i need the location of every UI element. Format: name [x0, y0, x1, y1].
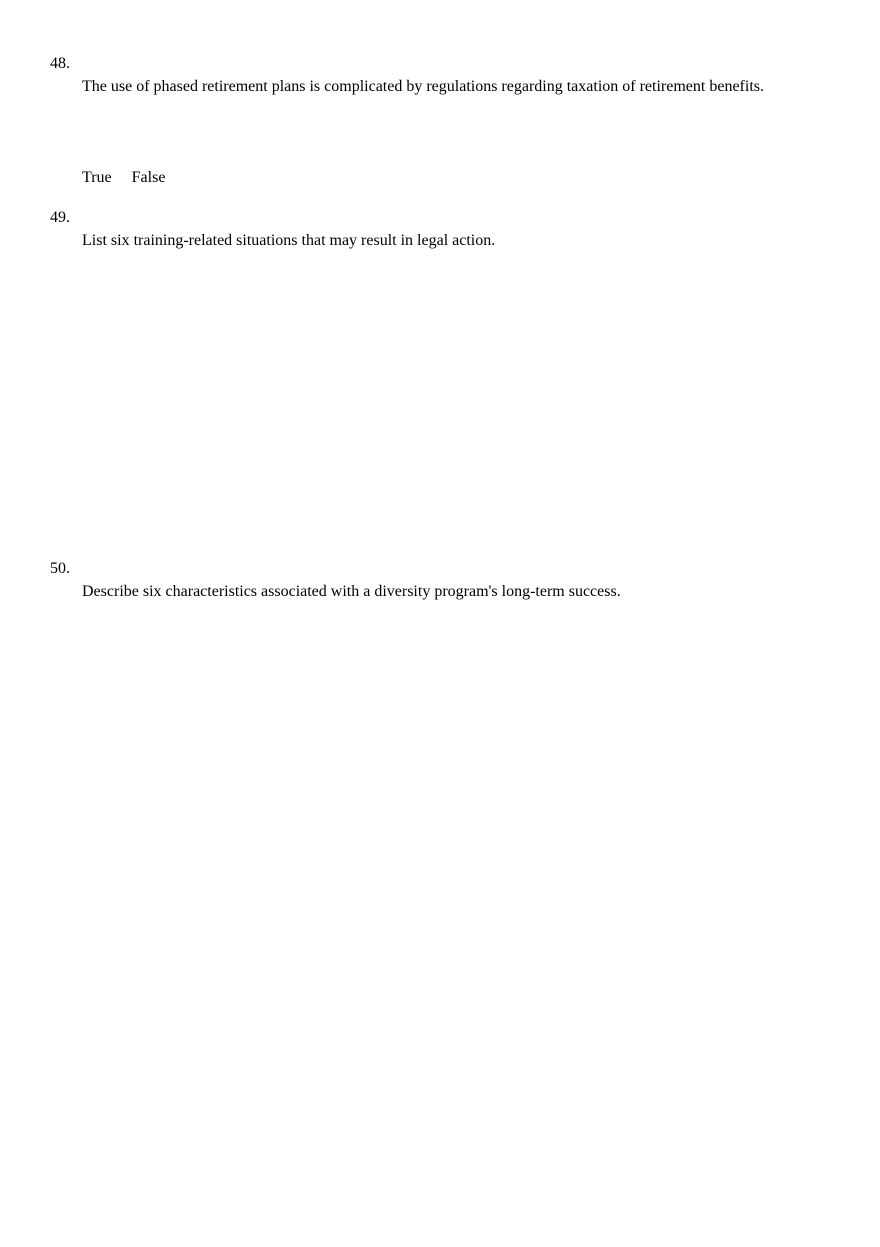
question-48-number: 48.	[50, 55, 70, 72]
question-48-text: The use of phased retirement plans is complicated by regulations regarding taxation of retirement benefits.	[82, 78, 764, 95]
question-50-text: Describe six characteristics associated with a diversity program's long-term success.	[82, 583, 621, 600]
question-49-text: List six training-related situations that may result in legal action.	[82, 232, 496, 249]
question-50-number: 50.	[50, 560, 70, 577]
option-true[interactable]: True	[82, 169, 112, 186]
option-false[interactable]: False	[131, 169, 166, 186]
question-48-options	[82, 169, 165, 187]
question-49-number: 49.	[50, 209, 70, 226]
